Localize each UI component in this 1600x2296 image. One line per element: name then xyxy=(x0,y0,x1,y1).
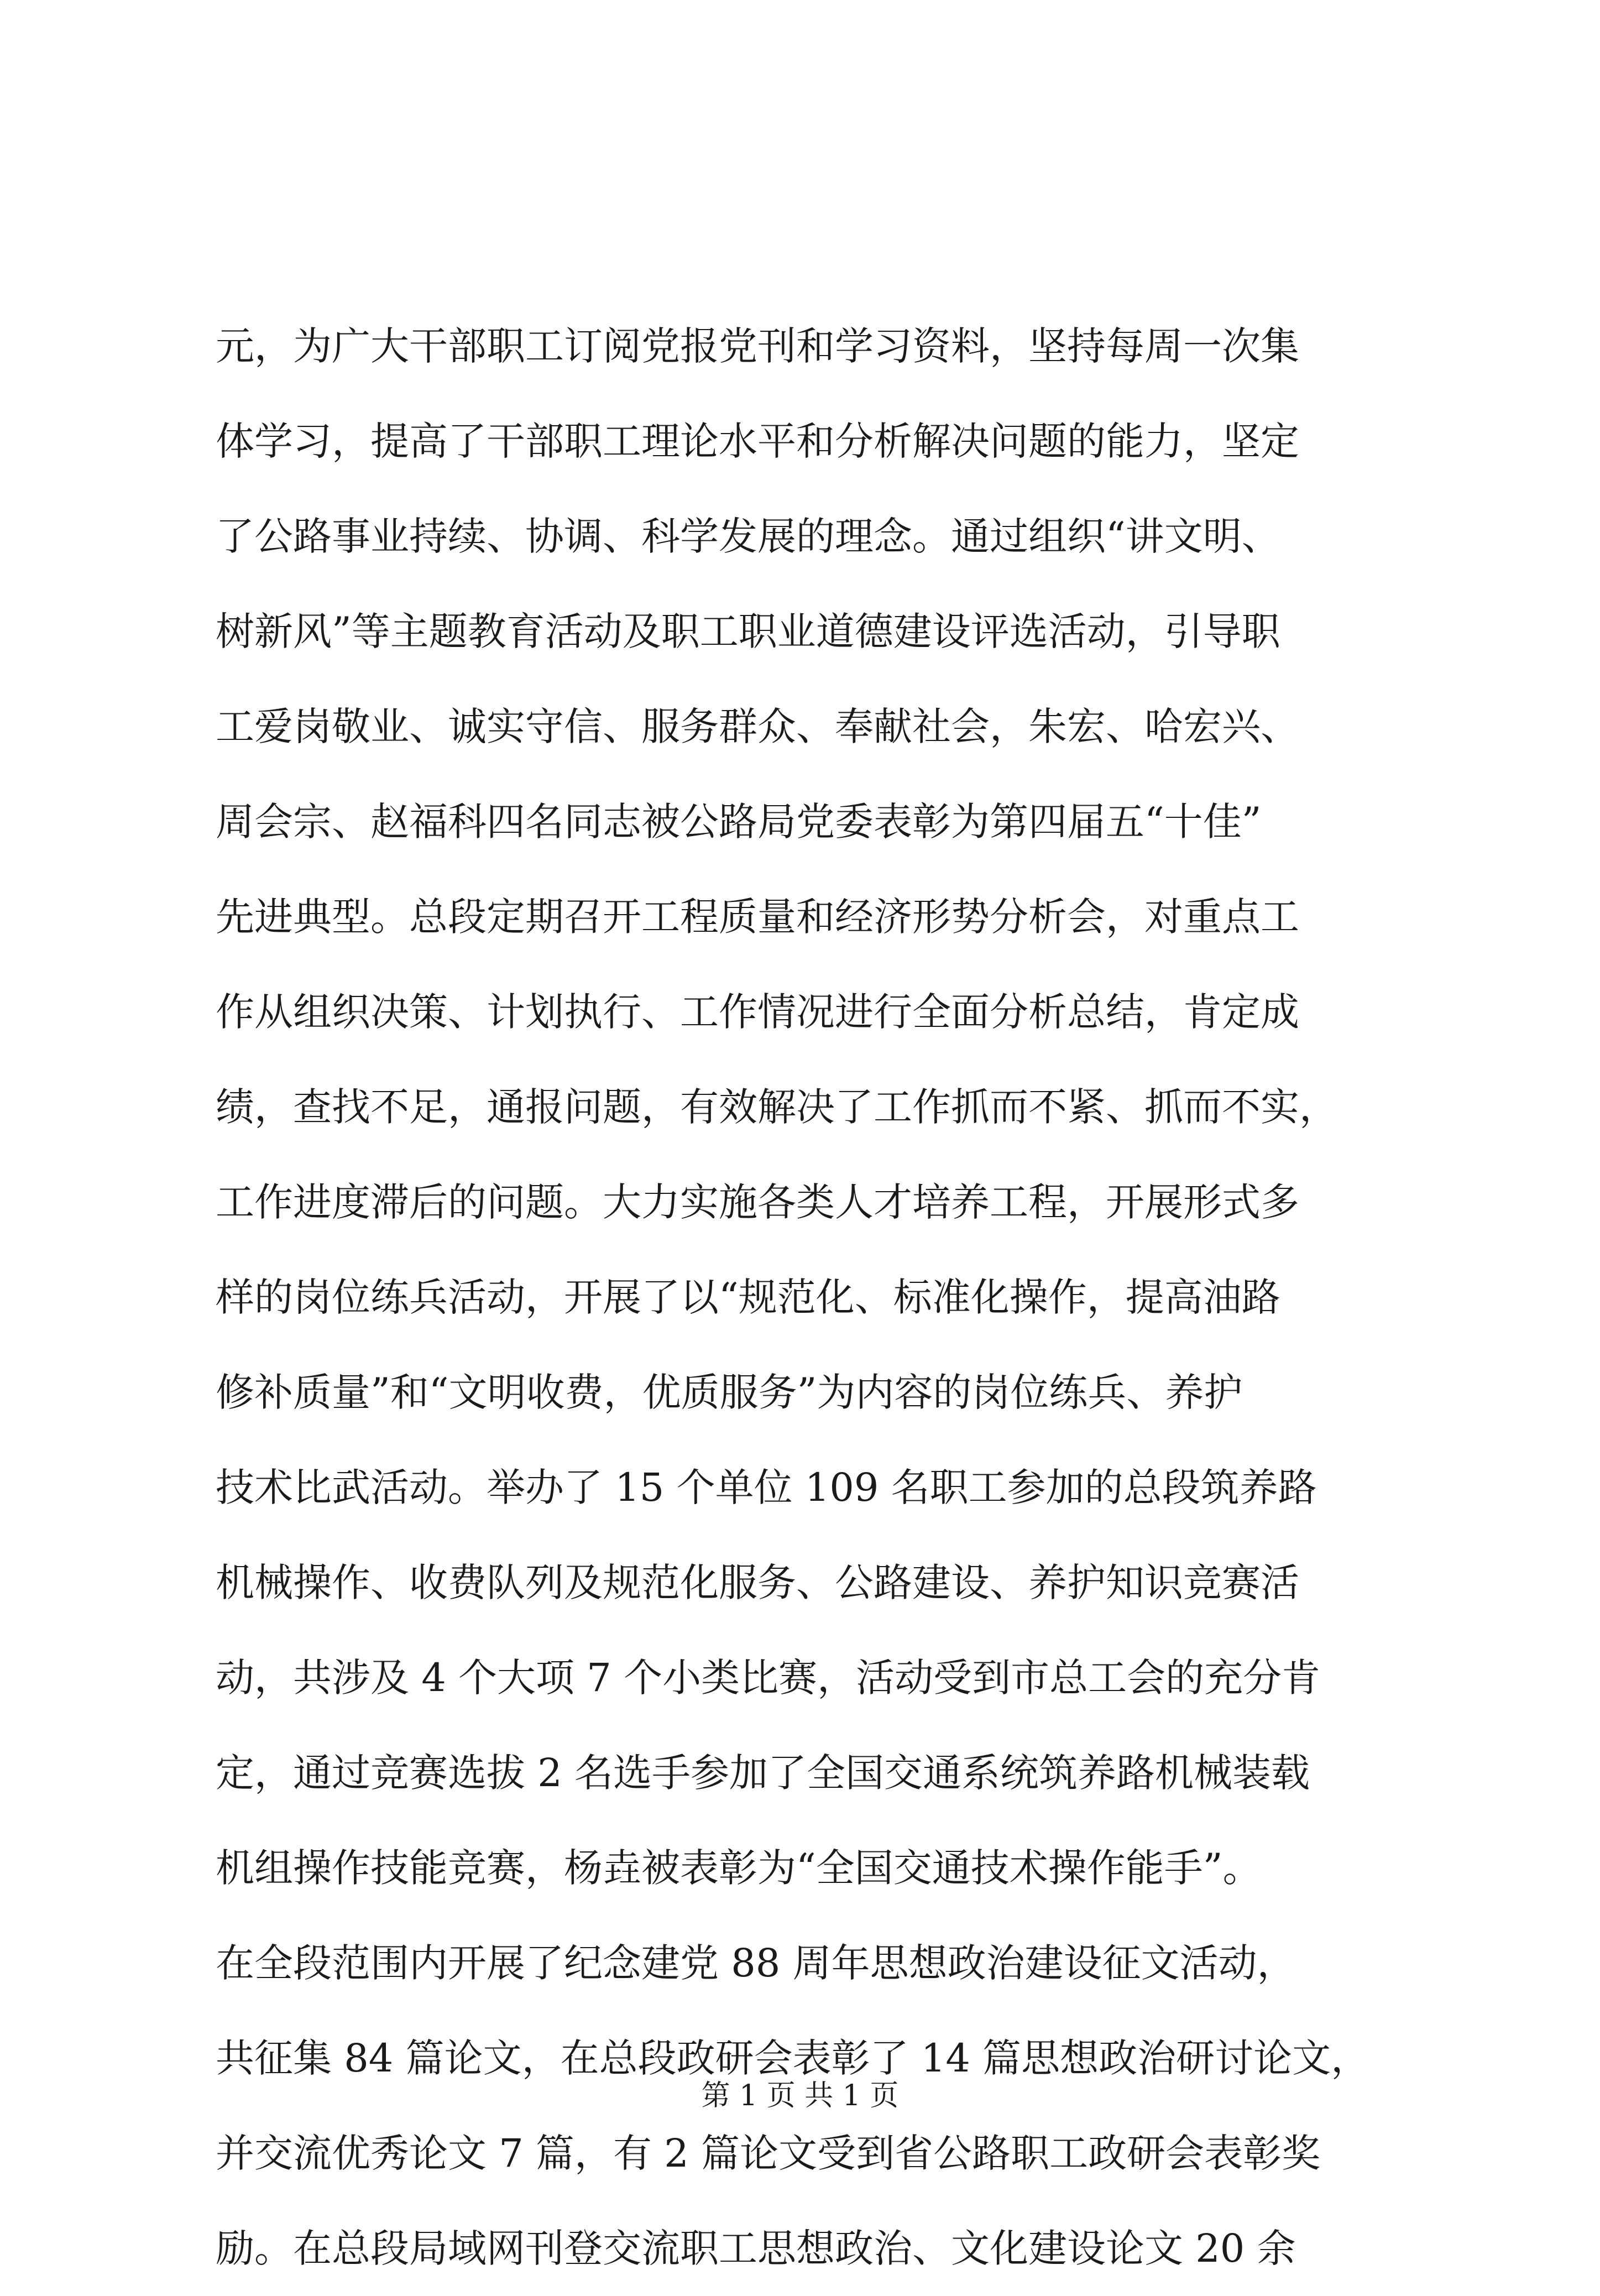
text-line: 元，为广大干部职工订阅党报党刊和学习资料，坚持每周一次集 xyxy=(216,323,1299,369)
text-line: 动，共涉及 4 个大项 7 个小类比赛，活动受到市总工会的充分肯 xyxy=(216,1655,1321,1700)
text-line: 工爱岗敬业、诚实守信、服务群众、奉献社会，朱宏、哈宏兴、 xyxy=(216,704,1299,749)
text-line: 定，通过竞赛选拔 2 名选手参加了全国交通系统筑养路机械装载 xyxy=(216,1750,1310,1796)
page-number-label: 第 1 页 共 1 页 xyxy=(701,2079,899,2112)
text-line: 在全段范围内开展了纪念建党 88 周年思想政治建设征文活动， xyxy=(216,1940,1296,1986)
text-line: 并交流优秀论文 7 篇，有 2 篇论文受到省公路职工政研会表彰奖 xyxy=(216,2131,1321,2176)
document-body xyxy=(216,299,1393,2296)
text-line: 机组操作技能竞赛，杨垚被表彰为“全国交通技术操作能手”。 xyxy=(216,1845,1262,1891)
text-line: 样的岗位练兵活动，开展了以“规范化、标准化操作，提高油路 xyxy=(216,1275,1280,1320)
text-line: 绩，查找不足，通报问题，有效解决了工作抓而不紧、抓而不实， xyxy=(216,1084,1338,1130)
text-line: 体学习，提高了干部职工理论水平和分析解决问题的能力，坚定 xyxy=(216,419,1299,464)
text-line: 励。在总段局域网刊登交流职工思想政治、文化建设论文 20 余 xyxy=(216,2226,1296,2271)
text-line: 机械操作、收费队列及规范化服务、公路建设、养护知识竞赛活 xyxy=(216,1560,1299,1605)
text-line: 作从组织决策、计划执行、工作情况进行全面分析总结，肯定成 xyxy=(216,989,1299,1035)
text-line: 先进典型。总段定期召开工程质量和经济形势分析会，对重点工 xyxy=(216,894,1299,940)
text-line: 工作进度滞后的问题。大力实施各类人才培养工程，开展形式多 xyxy=(216,1180,1299,1225)
text-line: 周会宗、赵福科四名同志被公路局党委表彰为第四届五“十佳” xyxy=(216,799,1262,844)
text-line: 了公路事业持续、协调、科学发展的理念。通过组织“讲文明、 xyxy=(216,514,1280,559)
text-line: 技术比武活动。举办了 15 个单位 109 名职工参加的总段筑养路 xyxy=(216,1465,1317,1510)
text-line: 树新风”等主题教育活动及职工职业道德建设评选活动，引导职 xyxy=(216,609,1280,654)
text-line: 共征集 84 篇论文，在总段政研会表彰了 14 篇思想政治研讨论文， xyxy=(216,2036,1370,2081)
page-footer xyxy=(0,2074,1600,2118)
text-line: 修补质量”和“文明收费，优质服务”为内容的岗位练兵、养护 xyxy=(216,1370,1243,1415)
